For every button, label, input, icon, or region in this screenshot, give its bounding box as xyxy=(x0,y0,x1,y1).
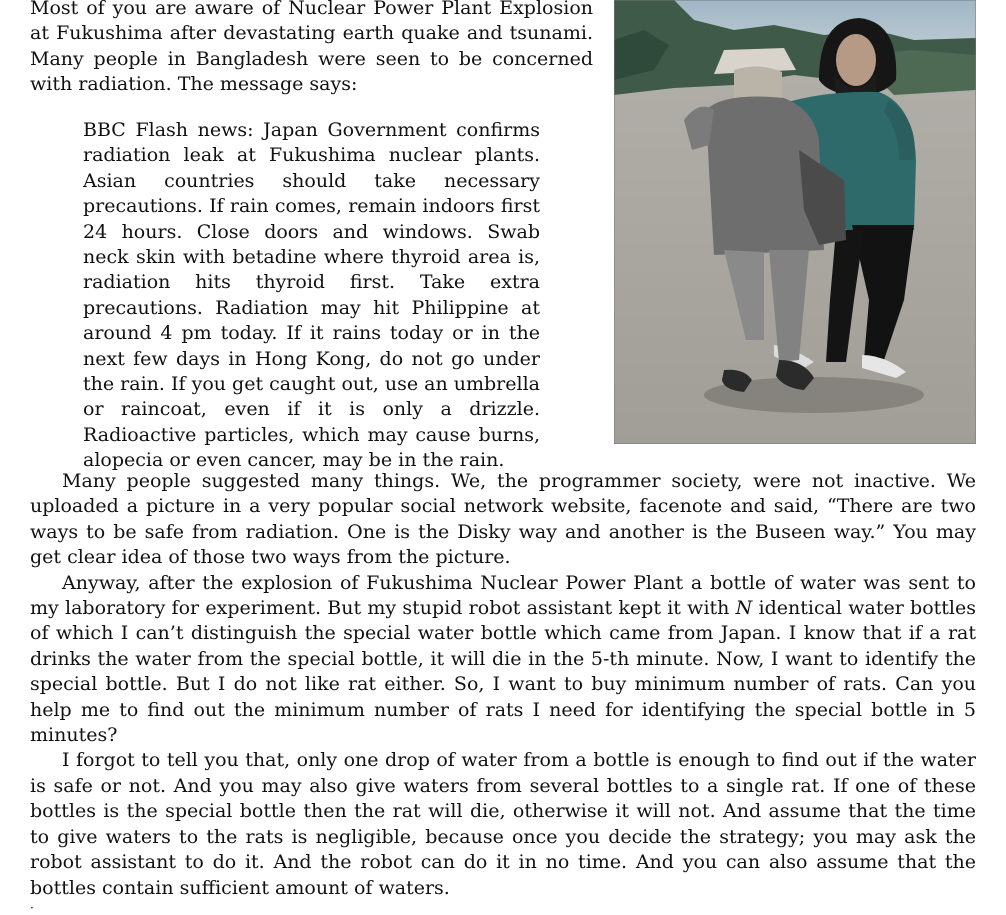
paragraph-bottles xyxy=(30,571,976,749)
paragraph-bottles-part2: identical water bottles of which I can’t distinguish the special water bottle which came from Japan. I know that if a rat drinks the water from the special bottle, it will die in the 5-th minute. Now, I want to identify the special bottle. But I do not like rat either. So, I want to buy minimum number of rats. Can you help me to find out the minimum number of rats I need for identifying the special bottle in 5 minutes? xyxy=(30,597,977,747)
problem-body xyxy=(30,469,976,901)
intro-paragraph: Most of you are aware of Nuclear Power Plant Explosion at Fukushima after devastating earth quake and tsunami. Many people in Bangladesh were seen to be concerned with radiation. The message says: xyxy=(30,0,593,96)
footer-mark: · xyxy=(30,901,34,915)
photo-two-men-on-beach xyxy=(614,0,976,444)
paragraph-bottles-part1: Anyway, after the explosion of Fukushima Nuclear Power Plant a bottle of water was sent to my laboratory for experiment. But my stupid robot assistant kept it with xyxy=(30,571,976,620)
variable-n: N xyxy=(735,597,753,620)
paragraph-social-network: Many people suggested many things. We, the programmer society, were not inactive. We uploaded a picture in a very popular social network website, facenote and said, “There are two ways to be safe from radiation. One is the Disky way and another is the Buseen way.” You may get clear idea of those two ways from the picture. xyxy=(30,470,976,569)
bbc-message-quote: BBC Flash news: Japan Government confirms radiation leak at Fukushima nuclear plants. Asian countries should take necessary precautions. If rain comes, remain indoors first 24 hours. Close doors and windows. Swab neck skin with betadine where thyroid area is, radiation hits thyroid first. Take extra precautions. Radiation may hit Philippine at around 4 pm today. If it rains today or in the next few days in Hong Kong, do not go under the rain. If you get caught out, use an umbrella or raincoat, even if it is only a drizzle. Radioactive particles, which may cause burns, alopecia or even cancer, may be in the rain. xyxy=(83,119,540,472)
paragraph-rules: I forgot to tell you that, only one drop of water from a bottle is enough to find out if the water is safe or not. And you may also give waters from several bottles to a single rat. If one of these bottles is the special bottle then the rat will die, otherwise it will not. And assume that the time to give waters to the rats is negligible, because once you decide the strategy; you may ask the robot assistant to do it. And the robot can do it in no time. And you can also assume that the bottles contain sufficient amount of waters. xyxy=(30,749,976,899)
